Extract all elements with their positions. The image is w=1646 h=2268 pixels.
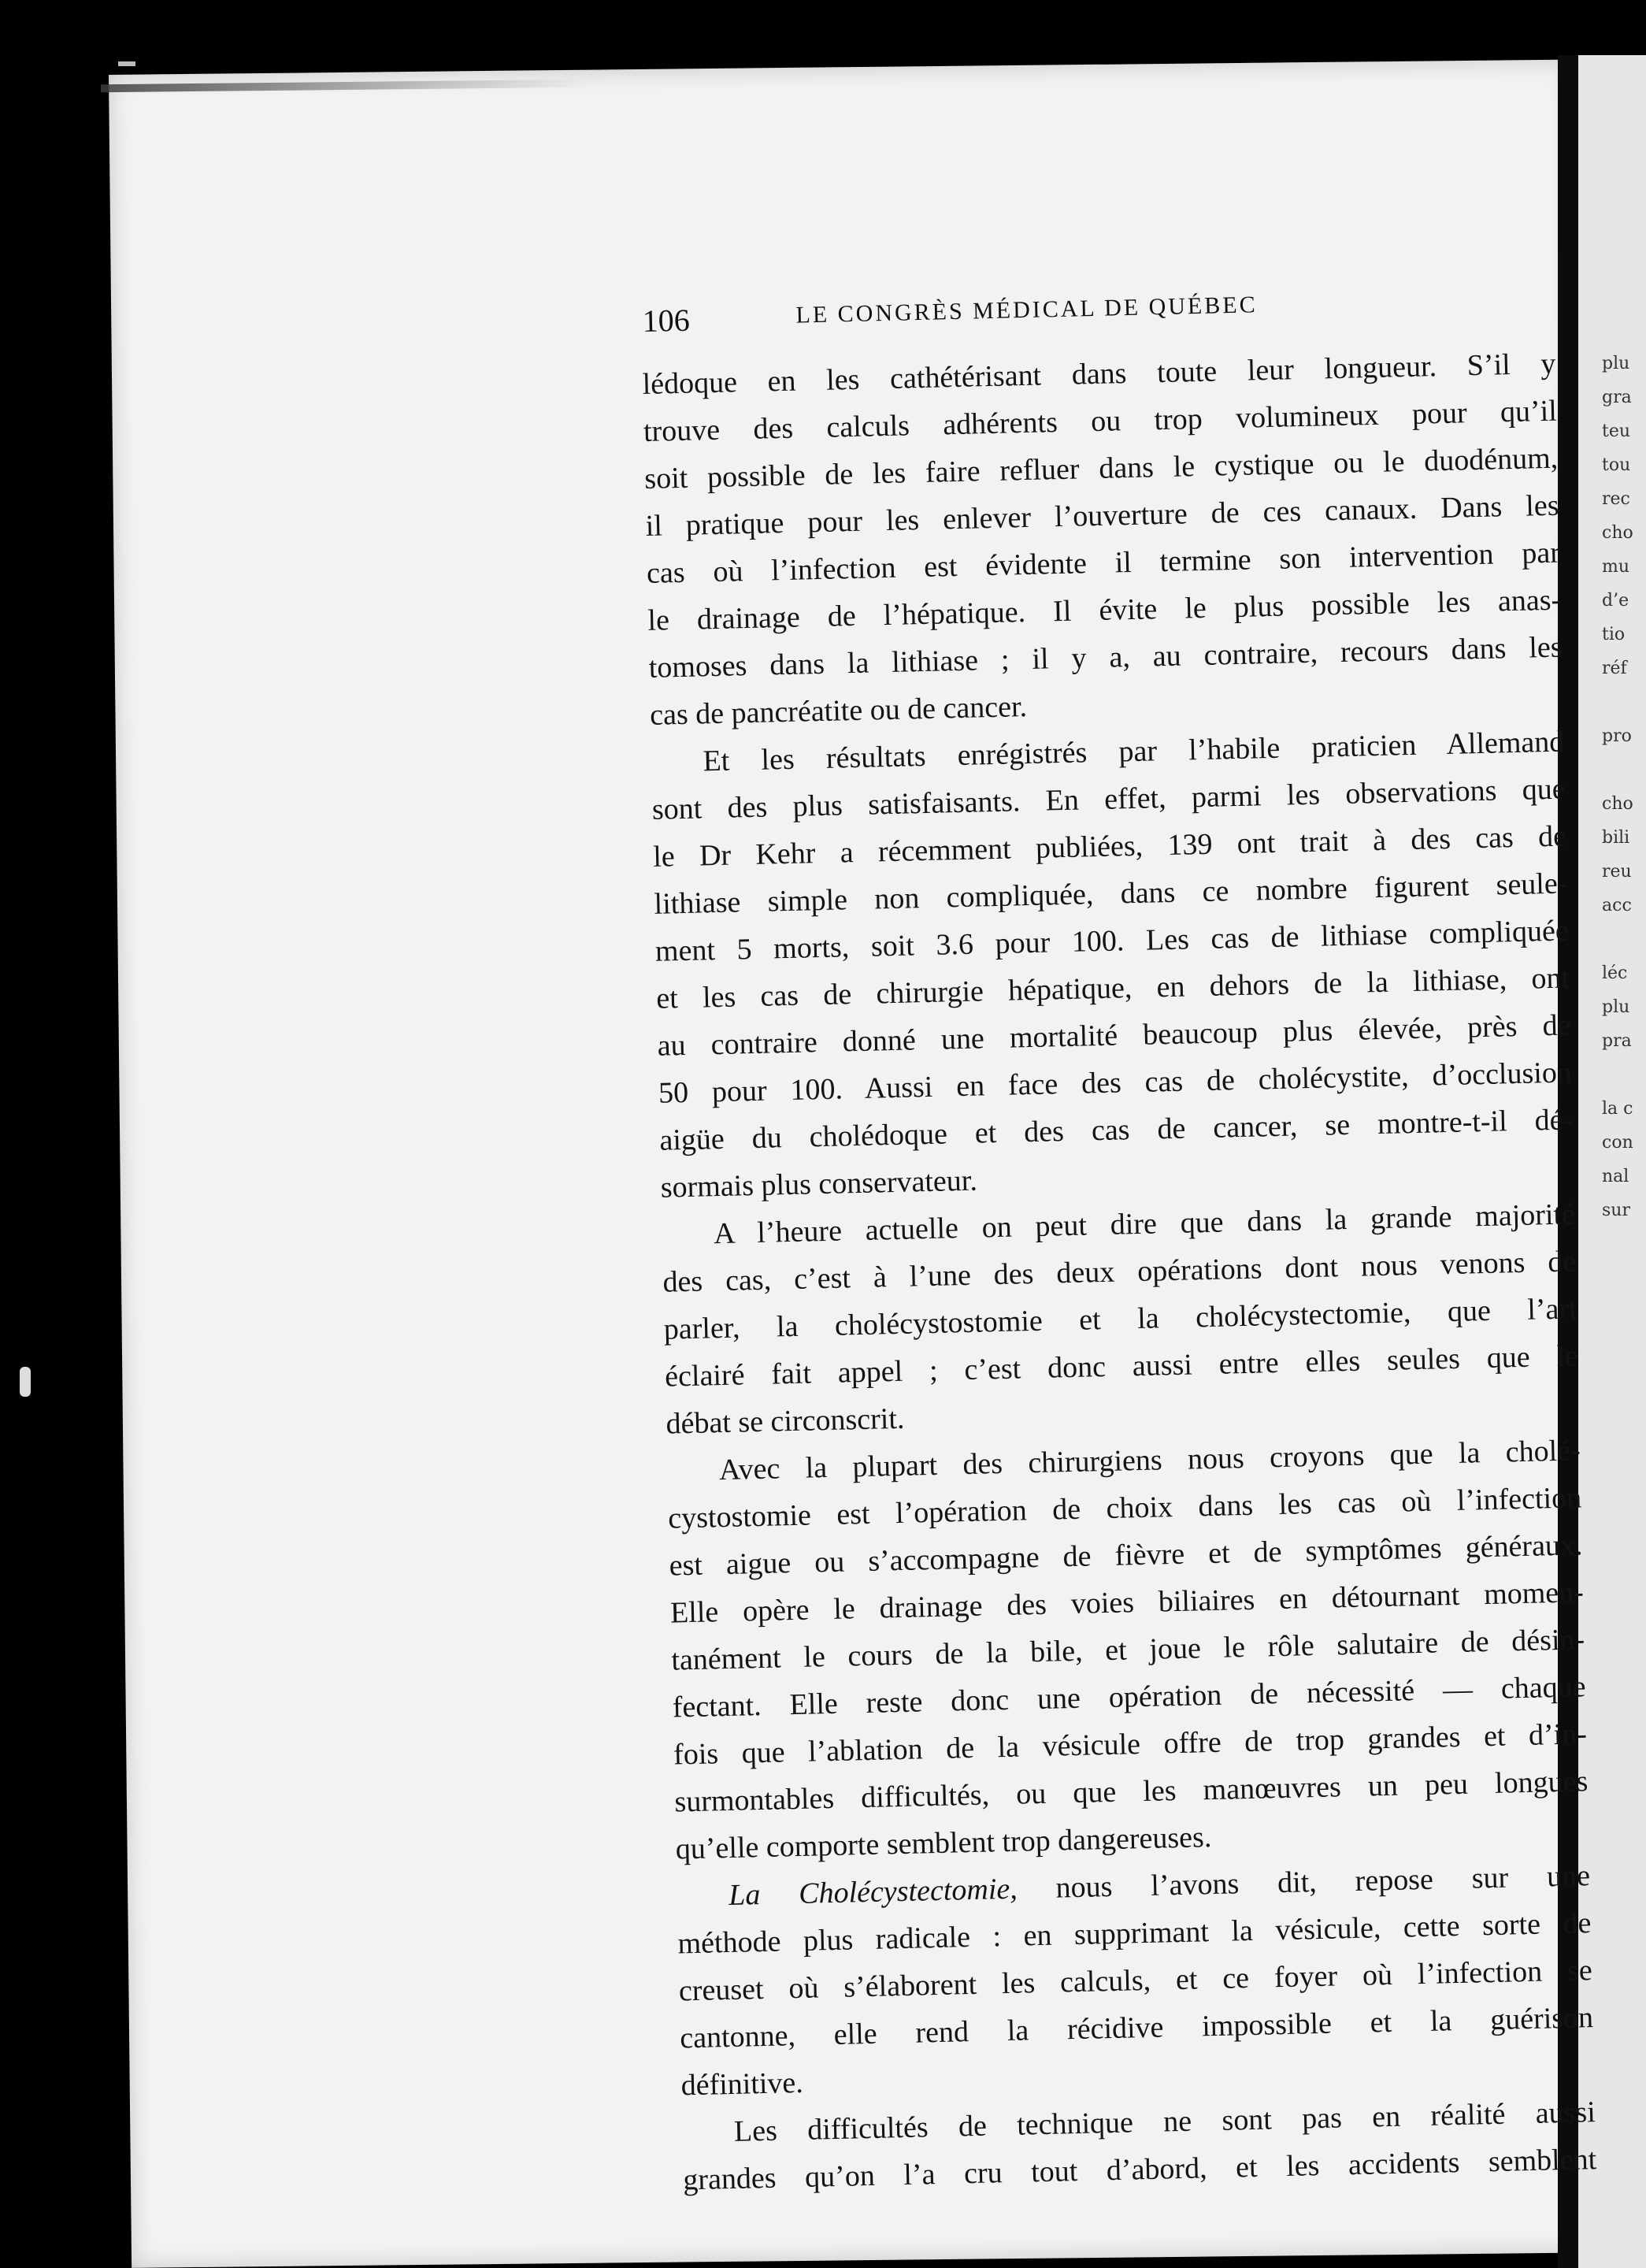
facing-page-fragment: tou bbox=[1602, 455, 1631, 475]
facing-page-fragment: cho bbox=[1602, 794, 1633, 814]
text-line: débat se circonscrit. bbox=[665, 1401, 905, 1441]
facing-page-fragment: tio bbox=[1602, 625, 1626, 644]
text-line: éclairé fait appel ; c’est donc aussi entre elles seules que le bbox=[664, 1339, 1579, 1394]
facing-page-fragment: pro bbox=[1602, 726, 1632, 746]
text-line: Avec la plupart des chirurgiens nous croyons que la cholé- bbox=[718, 1434, 1581, 1487]
text-line: trouve des calculs adhérents ou trop volumineux pour qu’il bbox=[643, 394, 1558, 448]
facing-page-fragment: léc bbox=[1602, 963, 1628, 983]
text-line: au contraire donné une mortalité beaucoup plus élevée, près de bbox=[657, 1008, 1571, 1063]
text-line: creuset où s’élaborent les calculs, et ce foyer où l’infection se bbox=[678, 1954, 1593, 2008]
text-line: le Dr Kehr a récemment publiées, 139 ont trait à des cas de bbox=[652, 819, 1567, 874]
text-line: définitive. bbox=[680, 2066, 804, 2103]
running-title: LE CONGRÈS MÉDICAL DE QUÉBEC bbox=[795, 291, 1258, 329]
facing-page-fragment: nal bbox=[1602, 1167, 1629, 1186]
text-line: fois que l’ablation de la vésicule offre de trop grandes et d’in- bbox=[673, 1717, 1588, 1772]
facing-page-fragment: la c bbox=[1602, 1099, 1633, 1119]
text-line: des cas, c’est à l’une des deux opérations dont nous venons de bbox=[662, 1245, 1577, 1299]
facing-page-fragment: con bbox=[1602, 1133, 1633, 1153]
facing-page-fragment: pra bbox=[1602, 1031, 1632, 1051]
facing-page-fragment: cho bbox=[1602, 523, 1633, 543]
text-line: méthode plus radicale : en supprimant la vésicule, cette sorte de bbox=[677, 1906, 1592, 1961]
text-line: tanément le cours de la bile, et joue le rôle salutaire de désin- bbox=[670, 1623, 1585, 1677]
text-line: lithiase simple non compliquée, dans ce nombre figurent seule- bbox=[654, 867, 1568, 921]
text-line: A l’heure actuelle on peut dire que dans la grande majorité bbox=[713, 1197, 1576, 1251]
text-line: et les cas de chirurgie hépatique, en dehors de la lithiase, ont bbox=[655, 961, 1570, 1015]
facing-page-fragment: teu bbox=[1602, 421, 1631, 441]
italic-section-title: La Cholécystectomie, bbox=[728, 1872, 1018, 1912]
facing-page-fragment: acc bbox=[1602, 896, 1632, 915]
facing-page-fragment: réf bbox=[1602, 659, 1627, 678]
text-line: cantonne, elle rend la récidive impossible et la guérison bbox=[679, 2001, 1594, 2055]
text-line: est aigue ou s’accompagne de fièvre et de symptômes généraux. bbox=[669, 1528, 1583, 1583]
text-line: 50 pour 100. Aussi en face des cas de cholécystite, d’occlusion bbox=[658, 1056, 1573, 1110]
text-line: tomoses dans la lithiase ; il y a, au contraire, recours dans les bbox=[648, 630, 1563, 685]
scan-speck bbox=[118, 61, 135, 66]
text-line: qu’elle comporte semblent trop dangereuses. bbox=[675, 1821, 1212, 1866]
facing-page-fragment: plu bbox=[1602, 997, 1630, 1017]
text-line: lédoque en les cathétérisant dans toute leur longueur. S’il y bbox=[642, 347, 1556, 401]
text-line: Elle opère le drainage des voies biliaires en détournant momen- bbox=[669, 1576, 1585, 1630]
facing-page-fragment: gra bbox=[1602, 388, 1632, 407]
text-line: ment 5 morts, soit 3.6 pour 100. Les cas de lithiase compliquée bbox=[654, 914, 1570, 968]
text-line: il pratique pour les enlever l’ouverture de ces canaux. Dans les bbox=[645, 488, 1559, 543]
facing-page-fragment: sur bbox=[1602, 1201, 1630, 1220]
text-line: sormais plus conservateur. bbox=[660, 1164, 978, 1205]
facing-page-fragment: rec bbox=[1602, 489, 1630, 509]
text-line: soit possible de les faire refluer dans le cystique ou le duodénum, bbox=[643, 441, 1559, 496]
text-line: surmontables difficultés, ou que les manœuvres un peu longues bbox=[674, 1765, 1589, 1819]
text-line: cas où l’infection est évidente il termine son intervention par bbox=[646, 536, 1561, 590]
facing-page-fragment bbox=[1602, 685, 1646, 719]
facing-page-fragment: plu bbox=[1602, 354, 1630, 373]
facing-page-fragment: reu bbox=[1602, 862, 1632, 882]
facing-page-fragment: bili bbox=[1602, 828, 1630, 848]
text-line: fectant. Elle reste donc une opération de nécessité — chaque bbox=[672, 1670, 1586, 1724]
body-text bbox=[642, 340, 1597, 2204]
text-line: cas de pancréatite ou de cancer. bbox=[649, 690, 1028, 732]
text-line: Les difficultés de technique ne sont pas en réalité aussi bbox=[733, 2095, 1596, 2148]
facing-page-fragment: d’e bbox=[1602, 591, 1629, 611]
facing-page-fragment: mu bbox=[1602, 557, 1630, 577]
text-line: grandes qu’on l’a cru tout d’abord, et les accidents semblent bbox=[682, 2143, 1597, 2197]
facing-page-fragment bbox=[1602, 753, 1646, 787]
text-line: aigüe du cholédoque et des cas de cancer, se montre-t-il dé- bbox=[658, 1103, 1574, 1157]
scan-speck bbox=[20, 1367, 31, 1397]
text-line: le drainage de l’hépatique. Il évite le plus possible les anas- bbox=[647, 583, 1562, 637]
text-line: sont des plus satisfaisants. En effet, parmi les observations que bbox=[651, 772, 1566, 826]
text-line: Et les résultats enrégistrés par l’habile praticien Allemand bbox=[703, 725, 1565, 778]
text-line-continuation: nous l’avons dit, repose sur une bbox=[1055, 1859, 1591, 1905]
text-line: parler, la cholécystostomie et la cholécystectomie, que l’art bbox=[663, 1292, 1578, 1346]
text-line: cystostomie est l’opération de choix dans les cas où l’infection bbox=[667, 1481, 1582, 1535]
facing-page-text bbox=[1602, 347, 1646, 1227]
facing-page-fragment bbox=[1602, 922, 1646, 956]
facing-page-fragment bbox=[1602, 1058, 1646, 1092]
page-number: 106 bbox=[642, 302, 691, 339]
